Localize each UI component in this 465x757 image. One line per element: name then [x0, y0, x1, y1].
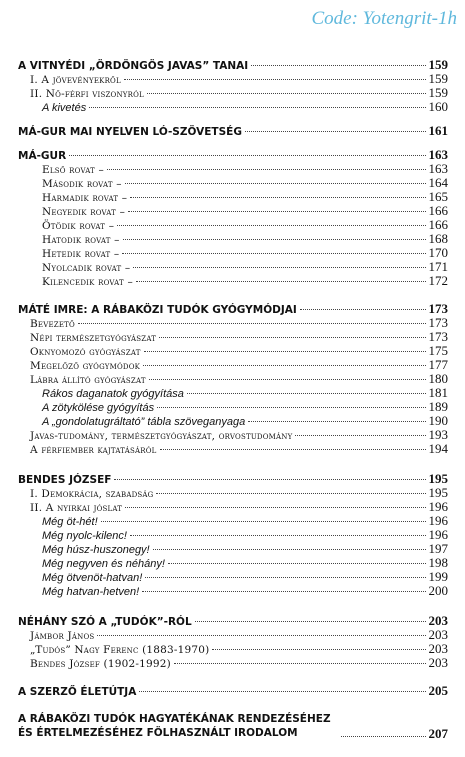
- code-label: Code: Yotengrit-1h: [311, 8, 457, 29]
- toc-entry-page: 168: [428, 231, 448, 246]
- toc-entry-title: Rákos daganatok gyógyítása: [42, 388, 184, 400]
- toc-entry-page: 195: [428, 471, 448, 486]
- toc-entry-page: 164: [428, 175, 448, 190]
- toc-entry-title: Harmadik rovat –: [42, 192, 128, 204]
- toc-entry-title: A VITNYÉDI „ÖRDÖNGÖS JAVAS” TANAI: [18, 60, 249, 72]
- toc-entry-title: „Tudós” Nagy Ferenc (1883-1970): [30, 644, 210, 656]
- toc-entry-page: 203: [428, 641, 448, 656]
- dot-leader: [89, 107, 425, 108]
- toc-entry-title: MÁ-GUR MAI NYELVEN LÓ-SZÖVETSÉG: [18, 126, 242, 138]
- dot-leader: [300, 309, 426, 310]
- toc-entry: [0, 628, 448, 643]
- toc-entry-title: MÁTÉ IMRE: A RÁBAKÖZI TUDÓK GYÓGYMÓDJAI: [18, 304, 297, 316]
- dot-leader: [295, 435, 425, 436]
- toc-entry: [0, 232, 448, 247]
- toc-entry-page: 173: [428, 329, 448, 344]
- toc-entry-title: Kilencedik rovat –: [42, 276, 133, 288]
- toc-entry: [0, 302, 448, 317]
- toc-entry: [0, 218, 448, 233]
- toc-entry-title: Oknyomozó gyógyászat: [30, 346, 141, 358]
- toc-entry-title: Hetedik rovat –: [42, 248, 120, 260]
- toc-entry: [0, 260, 448, 275]
- toc-entry-title: Első rovat –: [42, 164, 104, 176]
- toc-entry-title: Még húsz-huszonegy!: [42, 544, 150, 556]
- toc-entry-page: 203: [428, 613, 448, 628]
- toc-entry-title: Bendes József (1902-1992): [30, 658, 171, 670]
- toc-entry-page: 173: [428, 301, 448, 316]
- toc-entry-page: 207: [428, 726, 448, 741]
- dot-leader: [125, 507, 425, 508]
- dot-leader: [124, 79, 426, 80]
- toc-entry: [0, 72, 448, 87]
- dot-leader: [160, 449, 426, 450]
- toc-entry: [0, 428, 448, 443]
- toc-entry-title: Lábra állító gyógyászat: [30, 374, 146, 386]
- toc-entry-page: 177: [428, 357, 448, 372]
- toc-entry: [0, 100, 448, 115]
- dot-leader: [133, 267, 425, 268]
- dot-leader: [97, 635, 425, 636]
- toc-entry: [0, 614, 448, 629]
- toc-entry-title: A SZERZŐ ÉLETÚTJA: [18, 686, 137, 698]
- toc-entry-title: A „gondolatugráltató” tábla szöveganyaga: [42, 416, 246, 428]
- toc-entry-page: 159: [428, 57, 448, 72]
- toc-entry-page: 199: [428, 569, 448, 584]
- dot-leader: [128, 211, 425, 212]
- toc-entry-title: Negyedik rovat –: [42, 206, 126, 218]
- toc-entry-title: Javas-tudomány, természetgyógyászat, orvostudomány: [30, 430, 293, 442]
- toc-entry: [0, 442, 448, 457]
- toc-entry-page: 190: [428, 413, 448, 428]
- toc-entry-title: Nyolcadik rovat –: [42, 262, 131, 274]
- dot-leader: [251, 65, 425, 66]
- toc-entry-page: 173: [428, 315, 448, 330]
- dot-leader: [144, 351, 426, 352]
- toc-entry-title: Második rovat –: [42, 178, 122, 190]
- toc-entry-page: 205: [428, 683, 448, 698]
- toc-entry: [0, 358, 448, 373]
- toc-entry: [0, 500, 448, 515]
- toc-entry: [0, 176, 448, 191]
- toc-entry-title: Bevezető: [30, 318, 75, 330]
- toc-entry: [0, 486, 448, 501]
- toc-entry-page: 194: [428, 441, 448, 456]
- toc-entry-page: 195: [428, 485, 448, 500]
- dot-leader: [174, 663, 426, 664]
- toc-entry-page: 197: [428, 541, 448, 556]
- toc-entry: [0, 712, 448, 740]
- dot-leader: [195, 621, 426, 622]
- toc-entry-page: 203: [428, 655, 448, 670]
- toc-entry-page: 171: [428, 259, 448, 274]
- toc-entry: [0, 642, 448, 657]
- toc-entry-page: 200: [428, 583, 448, 598]
- toc-entry: [0, 316, 448, 331]
- dot-leader: [147, 93, 426, 94]
- dot-leader: [101, 521, 426, 522]
- toc-entry-page: 161: [428, 123, 448, 138]
- dot-leader: [245, 131, 426, 132]
- dot-leader: [159, 337, 425, 338]
- dot-leader: [248, 421, 425, 422]
- toc-entry: [0, 86, 448, 101]
- toc-entry-title: BENDES JÓZSEF: [18, 474, 112, 486]
- toc-entry: [0, 584, 448, 599]
- toc-entry: [0, 204, 448, 219]
- toc-entry-title: MÁ-GUR: [18, 150, 67, 162]
- toc-entry-page: 196: [428, 527, 448, 542]
- dot-leader: [143, 365, 425, 366]
- toc-entry-title: Népi természetgyógyászat: [30, 332, 157, 344]
- dot-leader: [153, 549, 426, 550]
- toc-entry-title: II. Nő-férfi viszonyról: [30, 88, 144, 100]
- toc-entry-title: NÉHÁNY SZÓ A „TUDÓK”-RÓL: [18, 616, 192, 628]
- dot-leader: [156, 493, 425, 494]
- toc-entry: [0, 570, 448, 585]
- toc-entry-title: A RÁBAKÖZI TUDÓK HAGYATÉKÁNAK RENDEZÉSÉHEZ ÉS ÉRTELMEZÉSÉHEZ FÖLHASZNÁLT IRODALOM: [18, 713, 331, 739]
- toc-entry: [0, 190, 448, 205]
- toc-entry-page: 203: [428, 627, 448, 642]
- toc-entry: [0, 148, 448, 163]
- toc-entry-page: 165: [428, 189, 448, 204]
- toc-entry-title: Hatodik rovat –: [42, 234, 120, 246]
- dot-leader: [142, 591, 425, 592]
- dot-leader: [130, 535, 426, 536]
- dot-leader: [122, 253, 425, 254]
- dot-leader: [341, 736, 426, 737]
- toc-entry: [0, 684, 448, 699]
- toc-entry-title: Még ötvenöt-hatvan!: [42, 572, 143, 584]
- toc-entry-page: 166: [428, 217, 448, 232]
- toc-entry: [0, 556, 448, 571]
- toc-entry-page: 159: [428, 71, 448, 86]
- toc-entry-page: 160: [428, 99, 448, 114]
- toc-entry-title: I. Demokrácia, szabadság: [30, 488, 154, 500]
- toc-entry-title: Még nyolc-kilenc!: [42, 530, 127, 542]
- dot-leader: [136, 281, 426, 282]
- dot-leader: [139, 691, 425, 692]
- toc-entry: [0, 514, 448, 529]
- dot-leader: [157, 407, 425, 408]
- toc-entry: [0, 472, 448, 487]
- toc-entry-page: 159: [428, 85, 448, 100]
- toc-entry-title: Ötödik rovat –: [42, 220, 115, 232]
- toc-entry-page: 172: [428, 273, 448, 288]
- toc-entry: [0, 344, 448, 359]
- toc-entry-title: Jámbor János: [30, 630, 95, 642]
- toc-entry: [0, 542, 448, 557]
- toc-entry-title: Még öt-hét!: [42, 516, 98, 528]
- toc-entry-page: 175: [428, 343, 448, 358]
- dot-leader: [78, 323, 426, 324]
- dot-leader: [117, 225, 425, 226]
- toc-entry-title: A kivetés: [42, 102, 87, 114]
- dot-leader: [107, 169, 426, 170]
- dot-leader: [69, 155, 425, 156]
- toc-entry-title: A férfiember kajtatásáról: [30, 444, 157, 456]
- toc-entry-title: Még hatvan-hetven!: [42, 586, 140, 598]
- dot-leader: [149, 379, 426, 380]
- dot-leader: [187, 393, 426, 394]
- toc-entry: [0, 400, 448, 415]
- toc-entry-page: 193: [428, 427, 448, 442]
- toc-entry-page: 198: [428, 555, 448, 570]
- toc-entry-page: 181: [428, 385, 448, 400]
- toc-entry: [0, 124, 448, 139]
- toc-entry: [0, 246, 448, 261]
- toc-entry-title: Még negyven és néhány!: [42, 558, 165, 570]
- dot-leader: [145, 577, 425, 578]
- toc-entry-title: Megelőző gyógymódok: [30, 360, 141, 372]
- toc-entry: [0, 386, 448, 401]
- toc-entry: [0, 656, 448, 671]
- toc-entry: [0, 330, 448, 345]
- toc-entry-title: I. A jövevényekről: [30, 74, 121, 86]
- dot-leader: [212, 649, 425, 650]
- toc-entry-page: 196: [428, 499, 448, 514]
- toc-entry-title: A zötykölése gyógyítás: [42, 402, 155, 414]
- toc-entry-page: 163: [428, 161, 448, 176]
- toc-entry: [0, 372, 448, 387]
- dot-leader: [168, 563, 426, 564]
- toc-entry-page: 166: [428, 203, 448, 218]
- toc-entry-page: 170: [428, 245, 448, 260]
- dot-leader: [125, 183, 426, 184]
- toc-entry-page: 196: [428, 513, 448, 528]
- toc-entry-page: 180: [428, 371, 448, 386]
- toc-entry: [0, 414, 448, 429]
- toc-entry: [0, 162, 448, 177]
- toc-entry: [0, 274, 448, 289]
- dot-leader: [130, 197, 425, 198]
- toc-entry-page: 189: [428, 399, 448, 414]
- toc-entry: [0, 58, 448, 73]
- toc-entry-title: II. A nyirkai jóslat: [30, 502, 123, 514]
- dot-leader: [114, 479, 425, 480]
- dot-leader: [123, 239, 426, 240]
- toc-entry-page: 163: [428, 147, 448, 162]
- toc-entry: [0, 528, 448, 543]
